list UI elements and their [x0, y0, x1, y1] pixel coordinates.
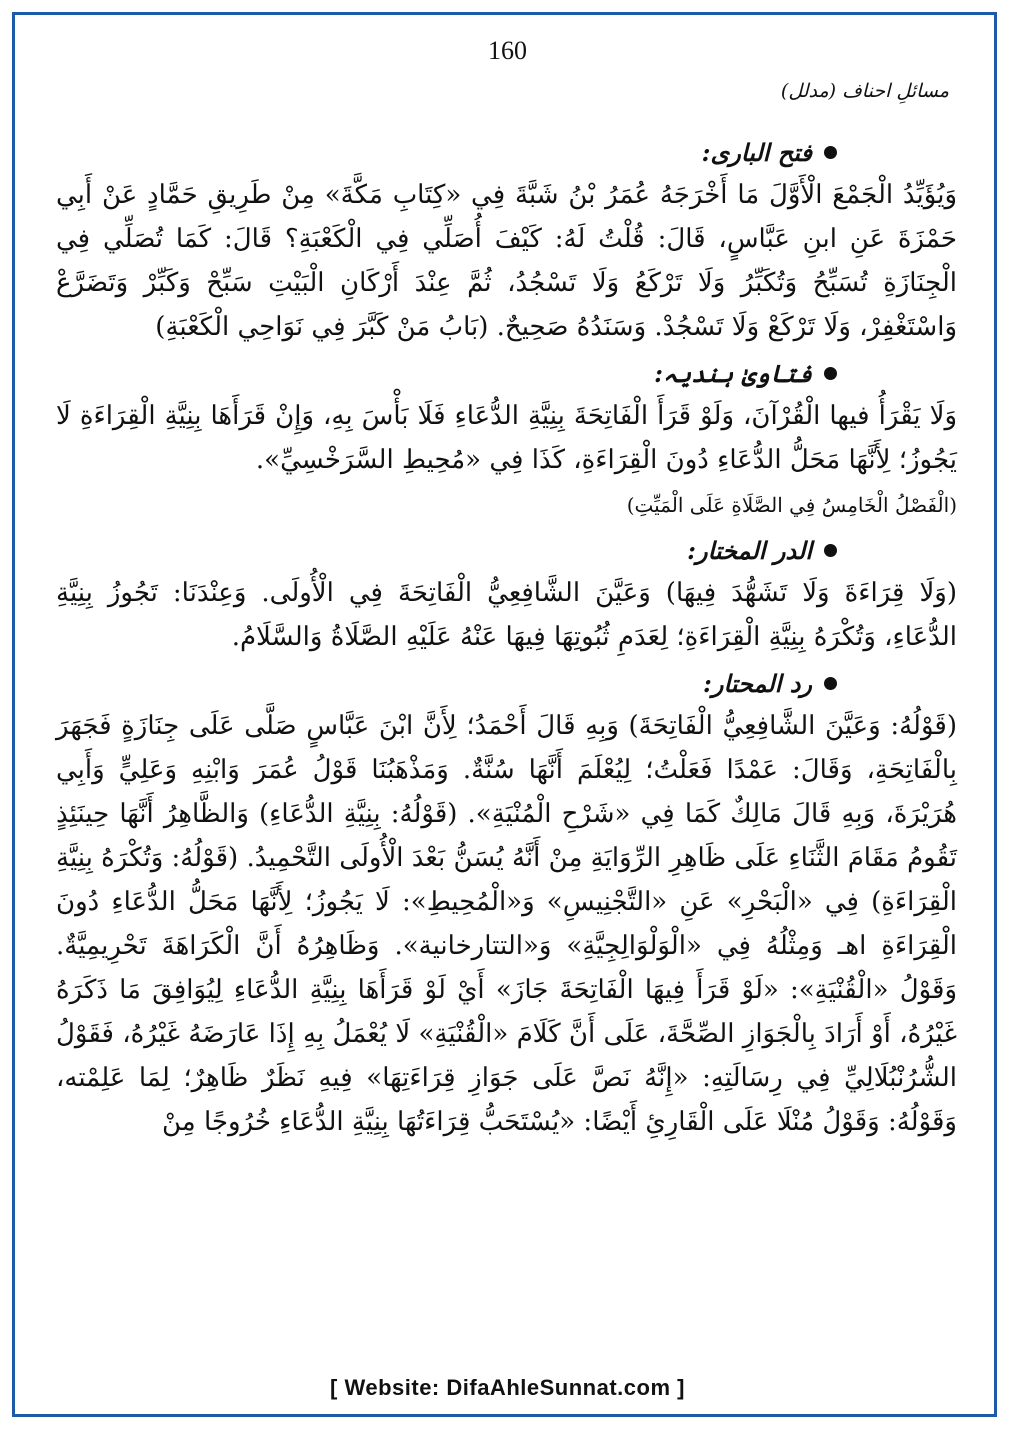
section-heading	[56, 669, 957, 698]
section-heading	[56, 536, 957, 565]
section-paragraph: (وَلَا قِرَاءَةَ وَلَا تَشَهُّدَ فِيهَا) وَعَيَّنَ الشَّافِعِيُّ الْفَاتِحَةَ فِي الْأُولَى. وَعِنْدَنَا: تَجُوزُ بِنِيَّةِ الدُّعَاءِ، وَتُكْرَهُ بِنِيَّةِ الْقِرَاءَةِ؛ لِعَدَمِ ثُبُوتِهَا فِيهَا عَنْهُ عَلَيْهِ الصَّلَاةُ وَالسَّلَامُ.	[56, 578, 957, 652]
heading-label: رد المحتار:	[703, 669, 812, 698]
page-content	[56, 128, 957, 1150]
bullet-icon	[824, 677, 837, 690]
page-number: 160	[488, 36, 527, 65]
heading-label: فتاویٰ ہندیہ:	[654, 359, 812, 388]
running-header: مسائلِ احناف (مدلل)	[780, 80, 949, 102]
section-heading	[56, 359, 957, 388]
bullet-icon	[824, 544, 837, 557]
heading-label: فتح الباری:	[701, 138, 812, 167]
heading-label: الدر المختار:	[687, 536, 812, 565]
section-heading	[56, 138, 957, 167]
section-paragraph: وَيُؤَيِّدُ الْجَمْعَ الْأَوَّلَ مَا أَخْرَجَهُ عُمَرُ بْنُ شَبَّةَ فِي «كِتَابِ مَكَّةَ» مِنْ طَرِيقِ حَمَّادٍ عَنْ أَبِي حَمْزَةَ عَنِ ابنِ عَبَّاسٍ، قَالَ: قُلْتُ لَهُ: كَيْفَ أُصَلِّي فِي الْكَعْبَةِ؟ قَالَ: كَمَا تُصَلِّي فِي الْجِنَازَةِ تُسَبِّحُ وَتُكَبِّرُ وَلَا تَرْكَعُ وَلَا تَسْجُدُ، ثُمَّ عِنْدَ أَرْكَانِ الْبَيْتِ سَبِّحْ وَكَبِّرْ وَتَضَرَّعْ وَاسْتَغْفِرْ، وَلَا تَرْكَعْ وَلَا تَسْجُدْ. وَسَنَدُهُ صَحِيحٌ. (بَابُ مَنْ كَبَّرَ فِي نَوَاحِي الْكَعْبَةِ)	[56, 180, 957, 342]
website-footer: [ Website: DifaAhleSunnat.com ]	[330, 1375, 685, 1400]
section-paragraph: وَلَا يَقْرَأُ فيها الْقُرْآنَ، وَلَوْ قَرَأَ الْفَاتِحَةَ بِنِيَّةِ الدُّعَاءِ فَلَا بَأْسَ بِهِ، وَإِنْ قَرَأَهَا بِنِيَّةِ الْقِرَاءَةِ لَا يَجُوزُ؛ لِأَنَّهَا مَحَلُّ الدُّعَاءِ دُونَ الْقِرَاءَةِ، كَذَا فِي «مُحِيطِ السَّرَخْسِيِّ».	[56, 401, 957, 475]
section-reference: (الْفَصْلُ الْخَامِسُ فِي الصَّلَاةِ عَلَى الْمَيِّتِ)	[626, 493, 957, 517]
bullet-icon	[824, 146, 837, 159]
section-paragraph: (قَوْلُهُ: وَعَيَّنَ الشَّافِعِيُّ الْفَاتِحَةَ) وَبِهِ قَالَ أَحْمَدُ؛ لِأَنَّ ابْنَ عَبَّاسٍ صَلَّى عَلَى جِنَازَةٍ فَجَهَرَ بِالْفَاتِحَةِ، وَقَالَ: عَمْدًا فَعَلْتُ؛ لِيُعْلَمَ أَنَّهَا سُنَّةٌ. وَمَذْهَبُنَا قَوْلُ عُمَرَ وَابْنِهِ وَعَلِيٍّ وَأَبِي هُرَيْرَةَ، وَبِهِ قَالَ مَالِكٌ كَمَا فِي «شَرْحِ الْمُنْيَةِ». (قَوْلُهُ: بِنِيَّةِ الدُّعَاءِ) وَالظَّاهِرُ أَنَّهَا حِينَئِذٍ تَقُومُ مَقَامَ الثَّنَاءِ عَلَى ظَاهِرِ الرِّوَايَةِ مِنْ أَنَّهُ يُسَنُّ بَعْدَ الْأُولَى التَّحْمِيدُ. (قَوْلُهُ: وَتُكْرَهُ بِنِيَّةِ الْقِرَاءَةِ) فِي «الْبَحْرِ» عَنِ «التَّجْنِيسِ» وَ«الْمُحِيطِ»: لَا يَجُوزُ؛ لِأَنَّهَا مَحَلُّ الدُّعَاءِ دُونَ الْقِرَاءَةِ اهـ وَمِثْلُهُ فِي «الْوَلْوَالِجِيَّةِ» وَ«التتارخانية». وَظَاهِرُهُ أَنَّ الْكَرَاهَةَ تَحْرِيمِيَّةٌ. وَقَوْلُ «الْقُنْيَةِ»: «لَوْ قَرَأَ فِيهَا الْفَاتِحَةَ جَازَ» أَيْ لَوْ قَرَأَهَا بِنِيَّةِ الدُّعَاءِ لِيُوَافِقَ مَا ذَكَرَهُ غَيْرُهُ، أَوْ أَرَادَ بِالْجَوَازِ الصِّحَّةَ، عَلَى أَنَّ كَلَامَ «الْقُنْيَةِ» لَا يُعْمَلُ بِهِ إِذَا عَارَضَهُ غَيْرُهُ، فَقَوْلُ الشُّرُنْبُلَالِيِّ فِي رِسَالَتِهِ: «إِنَّهُ نَصَّ عَلَى جَوَازِ قِرَاءَتِهَا» فِيهِ نَظَرٌ ظَاهِرٌ؛ لِمَا عَلِمْته، وَقَوْلُهُ: وَقَوْلُ مُنْلَا عَلَى الْقَارِئِ أَيْضًا: «يُسْتَحَبُّ قِرَاءَتُهَا بِنِيَّةِ الدُّعَاءِ خُرُوجًا مِنْ	[56, 711, 957, 1137]
bullet-icon	[824, 367, 837, 380]
